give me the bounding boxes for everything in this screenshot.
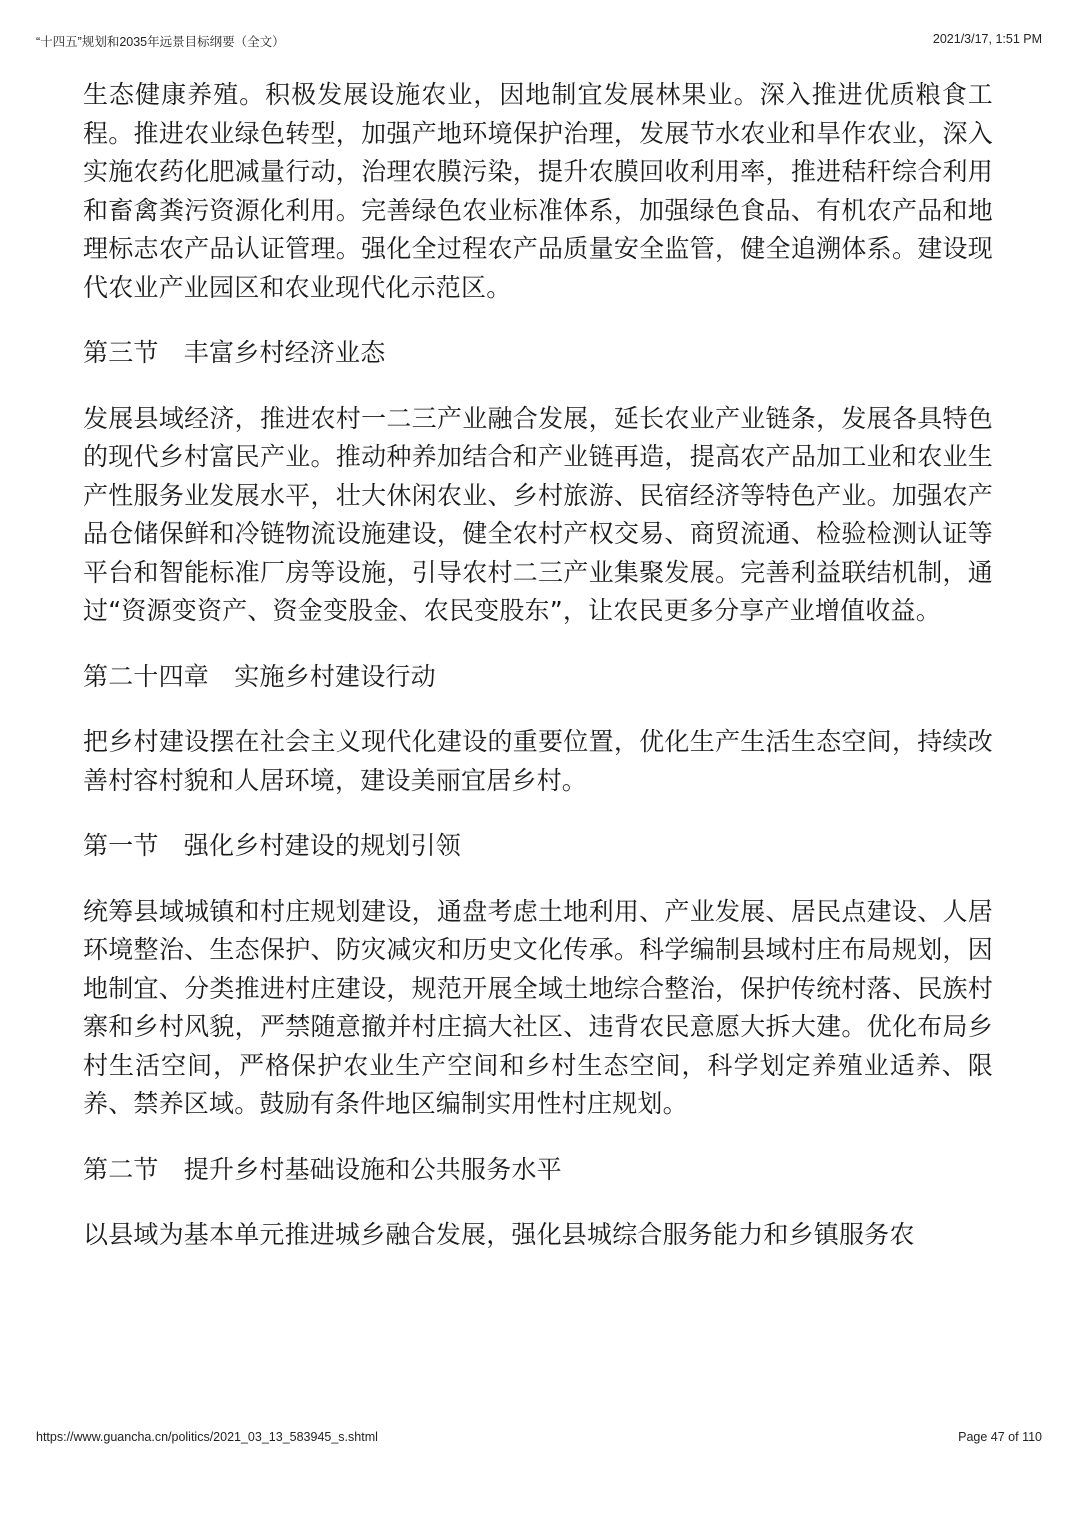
- paragraph: 统筹县域城镇和村庄规划建设，通盘考虑土地利用、产业发展、居民点建设、人居环境整治、生态保护、防灾减灾和历史文化传承。科学编制县域村庄布局规划，因地制宜、分类推进村庄建设，规范开展全域土地综合整治，保护传统村落、民族村寨和乡村风貌，严禁随意撤并村庄搞大社区、违背农民意愿大拆大建。优化布局乡村生活空间，严格保护农业生产空间和乡村生态空间，科学划定养殖业适养、限养、禁养区域。鼓励有条件地区编制实用性村庄规划。: [83, 896, 993, 1118]
- document-title: “十四五”规划和2035年远景目标纲要（全文）: [36, 35, 285, 49]
- section-heading: 第一节 强化乡村建设的规划引领: [83, 831, 462, 860]
- page-number: Page 47 of 110: [958, 1430, 1042, 1444]
- article-body: [83, 76, 993, 1282]
- paragraph: 生态健康养殖。积极发展设施农业，因地制宜发展林果业。深入推进优质粮食工程。推进农业绿色转型，加强产地环境保护治理，发展节水农业和旱作农业，深入实施农药化肥减量行动，治理农膜污染，提升农膜回收利用率，推进秸秆综合利用和畜禽粪污资源化利用。完善绿色农业标准体系，加强绿色食品、有机农产品和地理标志农产品认证管理。强化全过程农产品质量安全监管，健全追溯体系。建设现代农业产业园区和农业现代化示范区。: [83, 80, 993, 302]
- print-datetime: 2021/3/17, 1:51 PM: [932, 32, 1042, 46]
- source-url: https://www.guancha.cn/politics/2021_03_13_583945_s.shtml: [36, 1430, 378, 1444]
- paragraph: 把乡村建设摆在社会主义现代化建设的重要位置，优化生产生活生态空间，持续改善村容村貌和人居环境，建设美丽宜居乡村。: [83, 727, 993, 795]
- print-footer: [36, 1430, 1042, 1444]
- section-heading: 第三节 丰富乡村经济业态: [83, 338, 386, 367]
- section-heading: 第二节 提升乡村基础设施和公共服务水平: [83, 1154, 562, 1184]
- chapter-heading: 第二十四章 实施乡村建设行动: [83, 661, 436, 691]
- print-header: [36, 32, 1042, 50]
- paragraph: 发展县域经济，推进农村一二三产业融合发展，延长农业产业链条，发展各具特色的现代乡村富民产业。推动种养加结合和产业链再造，提高农产品加工业和农业生产性服务业发展水平，壮大休闲农业、乡村旅游、民宿经济等特色产业。加强农产品仓储保鲜和冷链物流设施建设，健全农村产权交易、商贸流通、检验检测认证等平台和智能标准厂房等设施，引导农村二三产业集聚发展。完善利益联结机制，通过“资源变资产、资金变股金、农民变股东”，让农民更多分享产业增值收益。: [83, 403, 993, 625]
- paragraph: 以县域为基本单元推进城乡融合发展，强化县城综合服务能力和乡镇服务农: [83, 1220, 915, 1249]
